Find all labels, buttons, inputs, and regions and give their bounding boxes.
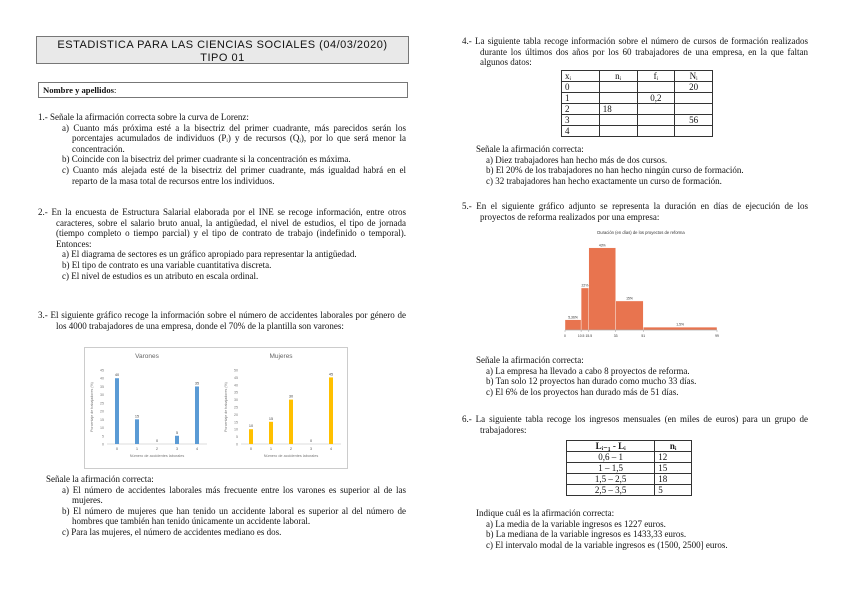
data-label: 5,36% <box>568 315 578 320</box>
y-tick-label: 35 <box>100 384 104 389</box>
bar-varones <box>195 386 199 444</box>
table-row <box>562 82 713 93</box>
table-row <box>567 474 692 485</box>
q4-option-c: c) 32 trabajadores han hecho exactamente un curso de formación. <box>486 175 722 186</box>
x-axis-label: Número de accidentes laborales <box>263 454 319 458</box>
table-cell: 5 <box>655 485 692 496</box>
table-cell <box>599 126 637 137</box>
data-label: 10 <box>248 424 254 429</box>
y-tick-label: 25 <box>100 401 104 406</box>
y-tick-label: 15 <box>234 420 238 425</box>
bar-varones <box>135 419 139 444</box>
q5-option-c: c) El 6% de los proyectos han durado más de 51 días. <box>486 386 679 397</box>
table-header: nᵢ <box>599 71 637 82</box>
table-cell: 56 <box>675 115 713 126</box>
x-tick-label: 0 <box>564 334 566 338</box>
x-tick-label: 2 <box>155 446 159 451</box>
header-type: TIPO 01 <box>200 52 245 64</box>
table-header-row <box>567 441 692 452</box>
table-cell: 0 <box>562 82 600 93</box>
question-6 <box>462 414 808 435</box>
histogram-bar <box>616 301 644 330</box>
bar-mujeres <box>249 429 253 444</box>
y-tick-label: 20 <box>100 409 104 414</box>
y-tick-label: 20 <box>234 412 238 417</box>
x-axis-label: Número de accidentes laborales <box>129 454 185 458</box>
q2-option-c: c) El nivel de estudios es un atributo en escala ordinal. <box>62 270 259 281</box>
q4-option-b: b) El 20% de los trabajadores no han hecho ningún curso de formación. <box>486 165 744 176</box>
y-tick-label: 0 <box>102 442 104 447</box>
x-tick-label: 1 <box>135 446 139 451</box>
table-cell <box>637 126 675 137</box>
x-tick-label: 0 <box>115 446 119 451</box>
y-tick-label: 30 <box>100 393 104 398</box>
table-row <box>562 126 713 137</box>
x-tick-label: 10.5 <box>577 334 585 338</box>
histogram-bar <box>589 248 616 330</box>
y-tick-label: 10 <box>100 426 104 431</box>
q5-prompt: Señale la afirmación correcta: <box>476 355 584 365</box>
table-cell: 15 <box>655 463 692 474</box>
table-cell <box>675 126 713 137</box>
bar-mujeres <box>329 377 333 444</box>
table-cell: 20 <box>675 82 713 93</box>
y-tick-label: 45 <box>100 368 104 373</box>
table-row <box>567 485 692 496</box>
chart-title-varones: Varones <box>135 353 159 360</box>
data-label: 43% <box>598 243 606 248</box>
x-tick-label: 99 <box>715 334 719 338</box>
q4-option-a: a) Diez trabajadores han hecho más de dos cursos. <box>486 154 668 165</box>
question-4 <box>462 36 808 68</box>
exam-header <box>36 36 409 64</box>
x-tick-label: 4 <box>329 446 333 451</box>
accidents-charts <box>84 347 348 469</box>
table-cell <box>637 82 675 93</box>
table-cell: 2 <box>562 104 600 115</box>
table-row <box>562 93 713 104</box>
table-row <box>562 115 713 126</box>
table-cell: 1,5 – 2,5 <box>567 474 655 485</box>
y-tick-label: 30 <box>234 398 238 403</box>
q1-option-b: b) Coincide con la bisectriz del primer cuadrante si la concentración es máxima. <box>62 154 351 165</box>
table-header: nᵢ <box>655 441 692 452</box>
y-axis-label: Porcentaje de trabajadores (%) <box>90 382 94 432</box>
table-row <box>562 104 713 115</box>
table-cell: 1 – 1,5 <box>567 463 655 474</box>
q5-option-a: a) La empresa ha llevado a cabo 8 proyectos de reforma. <box>486 365 690 376</box>
q5-option-b: b) Tan solo 12 proyectos han durado como mucho 33 días. <box>486 376 697 387</box>
question-5-options <box>476 355 816 397</box>
y-tick-label: 15 <box>100 417 104 422</box>
table-cell: 4 <box>562 126 600 137</box>
question-2 <box>38 207 406 281</box>
table-cell: 12 <box>655 452 692 463</box>
q3-option-a: a) El número de accidentes laborales más frecuente entre los varones es superior al de las mujeres. <box>62 484 406 506</box>
q1-option-c: c) Cuanto más alejada esté de la bisectriz del primer cuadrante, más igualdad habrá en el reparto de la masa total de recursos entre los individuos. <box>62 164 406 186</box>
data-label: 35 <box>194 381 200 386</box>
header-title: ESTADISTICA PARA LAS CIENCIAS SOCIALES (04/03/2020) <box>57 39 388 51</box>
table-header: Nᵢ <box>675 71 713 82</box>
y-tick-label: 40 <box>234 383 238 388</box>
bar-varones <box>175 436 179 444</box>
data-label: 0 <box>155 439 159 443</box>
table-cell: 18 <box>655 474 692 485</box>
q3-option-b: b) El número de mujeres que han tenido un accidente laboral es superior al del número de hombres que también han tenido únicamente un accidente laboral. <box>62 505 406 527</box>
question-3 <box>38 310 406 331</box>
bar-mujeres <box>269 422 273 444</box>
x-tick-label: 2 <box>289 446 293 451</box>
q4-prompt: Señale la afirmación correcta: <box>476 144 584 154</box>
y-tick-label: 25 <box>234 405 238 410</box>
data-label: 40 <box>114 373 120 378</box>
table-cell: 1 <box>562 93 600 104</box>
q2-option-b: b) El tipo de contrato es una variable cuantitativa discreta. <box>62 259 272 270</box>
q6-option-c: c) El intervalo modal de la variable ingresos es (1500, 2500] euros. <box>486 539 728 550</box>
bar-varones <box>115 378 119 444</box>
histogram-chart <box>557 226 725 346</box>
q5-text: 5.- En el siguiente gráfico adjunto se representa la duración en días de ejecución de los proyectos de reforma realizados por una empresa: <box>462 201 808 222</box>
data-label: 5 <box>175 430 179 435</box>
x-tick-label: 1 <box>269 446 273 451</box>
x-tick-label: 4 <box>195 446 199 451</box>
x-tick-label: 3 <box>309 446 313 451</box>
table-cell: 0,6 – 1 <box>567 452 655 463</box>
y-tick-label: 35 <box>234 390 238 395</box>
x-tick-label: 3 <box>175 446 179 451</box>
income-table <box>566 440 692 496</box>
table-cell <box>599 93 637 104</box>
histogram-svg <box>557 226 725 346</box>
x-tick-label: 33 <box>613 334 618 338</box>
table-cell <box>637 104 675 115</box>
question-5 <box>462 201 808 222</box>
data-label: 30 <box>288 394 294 399</box>
y-tick-label: 5 <box>102 434 104 439</box>
y-tick-label: 10 <box>234 427 238 432</box>
histogram-bar <box>565 320 581 330</box>
y-axis-label: Porcentaje de trabajadores (%) <box>224 382 228 432</box>
histogram-bar <box>581 288 589 330</box>
table-row <box>567 452 692 463</box>
table-header-row <box>562 71 713 82</box>
name-label: Nombre y apellidos <box>43 85 114 95</box>
y-tick-label: 40 <box>100 376 104 381</box>
data-label: 45 <box>328 372 334 377</box>
data-label: 22% <box>581 283 589 288</box>
data-label: 15 <box>268 416 274 421</box>
q4-text: 4.- La siguiente tabla recoge información sobre el número de cursos de formación realizados durante los últimos dos años por los 60 trabajadores de una empresa, en la que faltan algunos datos: <box>462 36 808 68</box>
y-tick-label: 0 <box>236 442 238 447</box>
q3-option-c: c) Para las mujeres, el número de accidentes mediano es dos. <box>62 526 282 537</box>
table-cell: 18 <box>599 104 637 115</box>
table-cell <box>599 82 637 93</box>
q3-prompt: Señale la afirmación correcta: <box>46 474 154 484</box>
y-tick-label: 45 <box>234 375 238 380</box>
q2-option-a: a) El diagrama de sectores es un gráfico apropiado para representar la antigüedad. <box>62 249 357 260</box>
y-tick-label: 5 <box>236 435 238 440</box>
q6-text: 6.- La siguiente tabla recoge los ingresos mensuales (en miles de euros) para un grupo de trabajadores: <box>462 414 808 435</box>
table-cell <box>599 115 637 126</box>
bar-mujeres <box>289 400 293 444</box>
table-header: xᵢ <box>562 71 600 82</box>
histogram-bar <box>643 327 717 330</box>
table-cell: 2,5 – 3,5 <box>567 485 655 496</box>
y-tick-label: 50 <box>234 368 238 373</box>
question-4-options <box>476 144 816 186</box>
chart-title-mujeres: Mujeres <box>269 353 293 360</box>
q1-option-a: a) Cuanto más próxima esté a la bisectriz del primer cuadrante, más parecidos serán los porcentajes acumulados de individuos (Pᵢ) y de recursos (Qᵢ), por lo que será menor la concentración. <box>62 122 406 154</box>
table-cell: 3 <box>562 115 600 126</box>
table-header: Lᵢ₋₁ - Lᵢ <box>567 441 655 452</box>
table-header: fᵢ <box>637 71 675 82</box>
data-label: 15 <box>134 414 140 419</box>
q6-option-b: b) La mediana de la variable ingresos es 1433,33 euros. <box>486 529 687 540</box>
q6-option-a: a) La media de la variable ingresos es 1227 euros. <box>486 518 666 529</box>
q1-text: 1.- Señale la afirmación correcta sobre la curva de Lorenz: <box>38 112 249 122</box>
data-label: 15% <box>626 296 633 301</box>
table-cell <box>675 93 713 104</box>
q6-prompt: Indique cuál es la afirmación correcta: <box>476 508 615 518</box>
histogram-title: Duración (en días) de los proyectos de reforma <box>597 230 685 235</box>
table-row <box>567 463 692 474</box>
name-field: Nombre y apellidos: <box>38 82 408 98</box>
x-tick-label: 51 <box>641 334 646 338</box>
data-label: 1,5% <box>676 322 685 327</box>
q3-text: 3.- El siguiente gráfico recoge la información sobre el número de accidentes laborales por género de los 4000 trabajadores de una empresa, donde el 70% de la plantilla son varones: <box>38 310 406 331</box>
x-tick-label: 0 <box>249 446 253 451</box>
courses-table <box>561 70 713 137</box>
question-6-options <box>476 508 816 550</box>
x-tick-label: 15.5 <box>585 334 593 338</box>
q2-text: 2.- En la encuesta de Estructura Salarial elaborada por el INE se recoge información, entre otros caracteres, sobre el salario bruto anual, la antigüedad, el nivel de estudios, el tipo de jornada (tiempo completo o tiempo parcial) y el tipo de contrato de trabajo (indefinido o temporal). Entonces: <box>38 207 406 249</box>
question-1 <box>38 112 406 186</box>
table-cell: 0,2 <box>637 93 675 104</box>
question-3-options <box>38 474 406 538</box>
table-cell <box>675 104 713 115</box>
data-label: 0 <box>309 439 313 443</box>
accidents-svg <box>85 348 347 468</box>
table-cell <box>637 115 675 126</box>
